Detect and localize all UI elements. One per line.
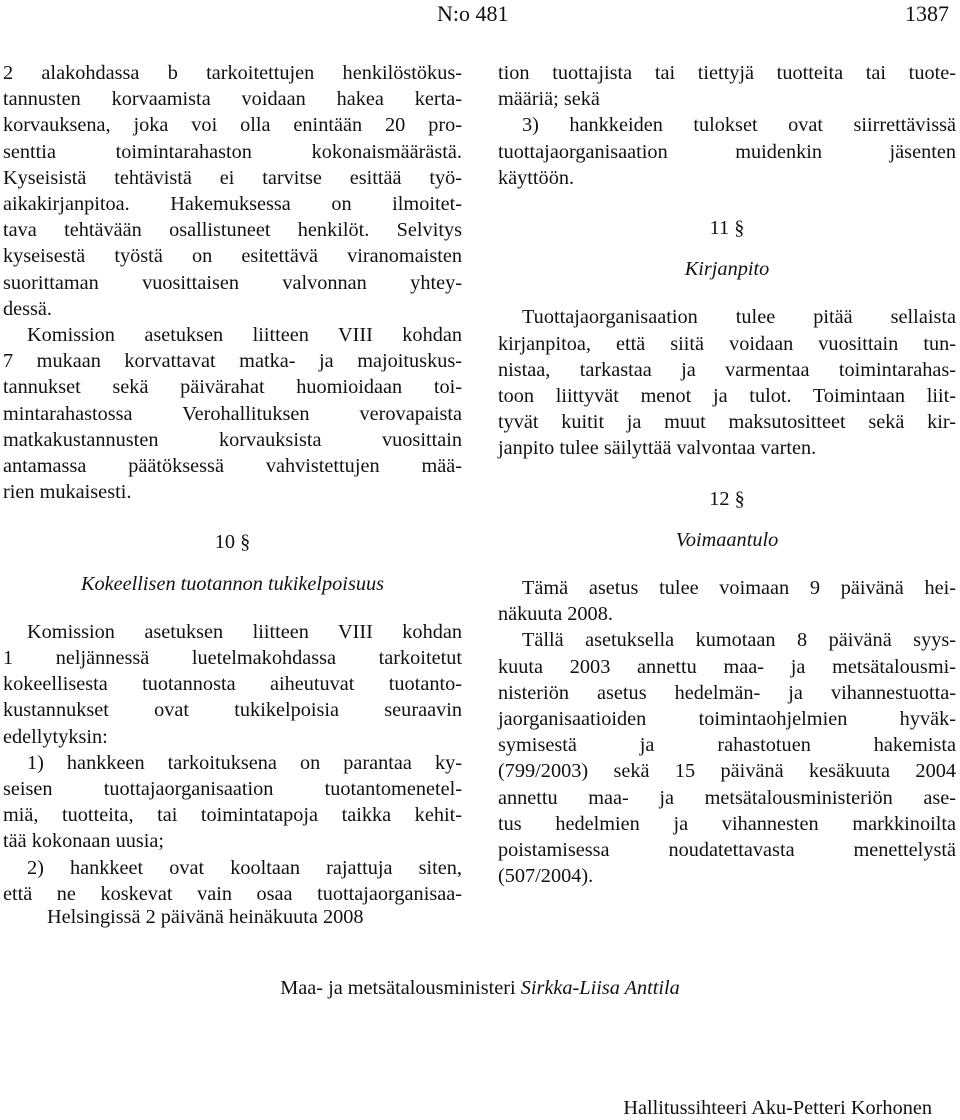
text-line: 1 neljännessä luetelmakohdassa tarkoitetut [3,647,462,670]
text-line: nisteriön asetus hedelmän- ja vihannestuotta- [498,681,956,704]
text-line: toon liittyvät menot ja tulot. Toimintaan liit- [498,385,956,408]
text-line: tannukset sekä päivärahat huomioidaan toi- [3,376,462,399]
section-10-text [3,619,462,907]
section-12-number: 12 § [709,487,745,510]
section-11-text [498,304,956,461]
text-line: dessä. [3,297,52,320]
text-line: rien mukaisesti. [3,481,132,504]
text-line: määriä; sekä [498,88,600,111]
text-line: nistaa, tarkastaa ja varmentaa toimintarahas- [498,358,956,381]
text-line: suorittaman vuosittaisen valvonnan yhtey- [3,271,462,294]
text-line: Kyseisistä tehtävistä ei tarvitse esittää työ- [3,166,462,189]
text-line: jaorganisaatioiden toimintaohjelmien hyväk- [498,708,956,731]
text-line: 2 alakohdassa b tarkoitettujen henkilöstökus- [3,62,462,84]
section-12-title: Voimaantulo [675,528,779,551]
text-line: Tuottajaorganisaation tulee pitää sellaista [522,306,956,329]
text-line: kuuta 2003 annettu maa- ja metsätalousmi- [498,655,956,678]
text-line: tion tuottajista tai tiettyjä tuotteita tai tuote- [498,62,956,84]
page-number: 1387 [905,1,949,26]
text-line: kokeellisesta tuotannosta aiheutuvat tuotanto- [3,673,462,696]
text-line: 2) hankkeet ovat kooltaan rajattuja siten, [27,856,462,879]
text-line: tava tehtävään osallistuneet henkilöt. Selvitys [3,219,462,242]
text-line: poistamisessa noudatettavasta menettelystä [498,839,956,862]
signing-place-date: Helsingissä 2 päivänä heinäkuuta 2008 [47,906,364,928]
text-line: tannusten korvaamista voidaan hakea kerta- [3,88,462,111]
text-line: (507/2004). [498,865,594,888]
text-line: korvauksena, joka voi olla enintään 20 pro- [3,114,462,137]
text-line: tyvät kuitit ja muut maksutositteet sekä kir- [498,411,956,434]
left-column [3,60,462,907]
text-line: näkuuta 2008. [498,603,613,626]
text-line: annettu maa- ja metsätalousministeriön ase- [498,786,956,809]
left-intro-text [3,60,462,505]
text-line: Komission asetuksen liitteen VIII kohdan [27,620,462,643]
text-line: Tällä asetuksella kumotaan 8 päivänä syys- [522,629,956,652]
text-line: tuottajaorganisaation muidenkin jäsenten [498,140,956,163]
minister-title: Maa- ja metsätalousministeri [280,977,516,999]
text-line: antamassa päätöksessä vahvistettujen mää- [3,455,462,478]
section-11-title: Kirjanpito [684,258,770,281]
text-line: miä, tuotteita, tai toimintatapoja taikka kehit- [3,804,462,827]
minister-name: Sirkka-Liisa Anttila [520,977,680,999]
text-line: tää kokonaan uusia; [3,830,165,853]
text-line: seisen tuottajaorganisaation tuotantomenetel- [3,778,462,801]
text-line: janpito tulee säilyttää valvontaa varten. [498,437,817,460]
issue-number: N:o 481 [437,1,509,26]
section-11-number: 11 § [709,217,745,240]
text-line: 1) hankkeen tarkoituksena on parantaa ky- [27,751,462,774]
text-line: kyseisestä työstä on esitettävä viranomaisten [3,245,462,268]
secretary-signature: Hallitussihteeri Aku-Petteri Korhonen [623,1097,932,1119]
text-line: Tämä asetus tulee voimaan 9 päivänä hei- [522,577,956,600]
text-line: 7 mukaan korvattavat matka- ja majoituskus- [3,350,462,373]
page-header [0,0,960,30]
text-line: kirjanpitoa, että siitä voidaan vuosittain tun- [498,332,956,355]
text-line: (799/2003) sekä 15 päivänä kesäkuuta 2004 [498,760,956,783]
text-line: kustannukset ovat tukikelpoisia seuraavin [3,699,462,722]
text-line: käyttöön. [498,166,575,189]
text-line: edellytyksin: [3,725,108,748]
text-line: symisestä ja rahastotuen hakemista [498,734,956,757]
text-line: senttia toimintarahaston kokonaismäärästä. [3,140,462,163]
right-intro-text [498,60,956,191]
text-line: Komission asetuksen liitteen VIII kohdan [27,324,462,347]
right-column [498,60,956,889]
text-line: matkakustannusten korvauksista vuosittain [3,428,462,451]
text-line: tus hedelmien ja vihannesten markkinoilta [498,812,956,835]
text-line: mintarahastossa Verohallituksen verovapaista [3,402,462,425]
text-line: aikakirjanpitoa. Hakemuksessa on ilmoitet- [3,193,462,216]
text-line: 3) hankkeiden tulokset ovat siirrettävissä [522,114,956,137]
text-line: että ne koskevat vain osaa tuottajaorganisaa- [3,882,462,905]
minister-signature [0,977,960,1000]
section-10-number: 10 § [214,531,251,554]
section-12-text [498,575,956,889]
section-10-title: Kokeellisen tuotannon tukikelpoisuus [80,572,385,595]
